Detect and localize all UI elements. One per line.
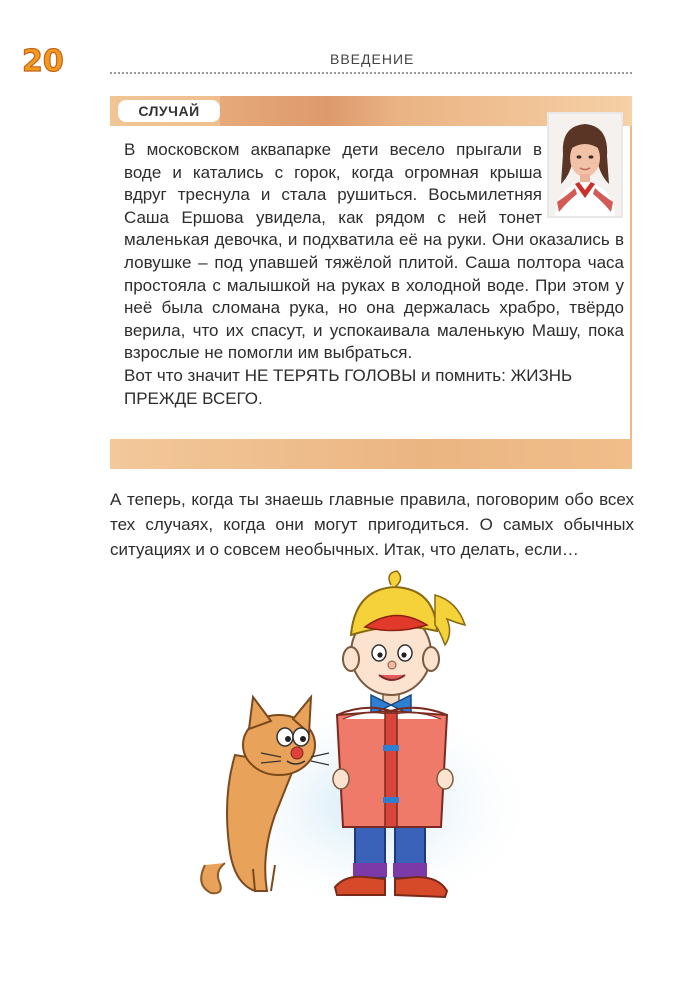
case-label: СЛУЧАЙ [118,100,220,122]
page-number: 20 [22,44,64,79]
running-header: ВВЕДЕНИЕ [330,51,415,67]
intro-paragraph: А теперь, когда ты знаешь главные правила, поговорим обо всех тех случаях, когда они могут пригодиться. О самых обычных ситуациях и о совсем необычных. Итак, что делать, если… [110,490,634,559]
case-box-bottom-band [110,439,632,469]
moral-middle: и помнить: [416,365,511,385]
moral-prefix: Вот что значит [124,365,245,385]
case-box-right-border [630,126,632,439]
girl-photo [547,112,623,218]
moral-caps-1: НЕ ТЕРЯТЬ ГОЛОВЫ [244,365,417,385]
boy-with-book-and-cat-illustration [195,565,540,910]
case-box-band-shade [220,96,400,126]
moral-caps-2: ЖИЗНЬ ПРЕЖДЕ ВСЕГО. [124,365,573,408]
case-moral [124,365,624,410]
case-story-text: В московском аквапарке дети весело прыгали в воде и катались с горок, когда огромная крыша вдруг треснула и стала рушиться. Восьмилетняя Саша Ершова увидела, как рядом с ней тонет маленькая девочка, и подхватила её на руки. Они оказались в ловушке – под упавшей тяжёлой плитой. Саша полтора часа простояла с малышкой на руках в холодной воде. При этом у неё была сломана рука, но она держалась храбро, твёрдо верила, что их спасут, и успокаивала маленькую Машу, пока взрослые не помогли им выбраться. [124,140,624,363]
header-divider [110,72,632,74]
